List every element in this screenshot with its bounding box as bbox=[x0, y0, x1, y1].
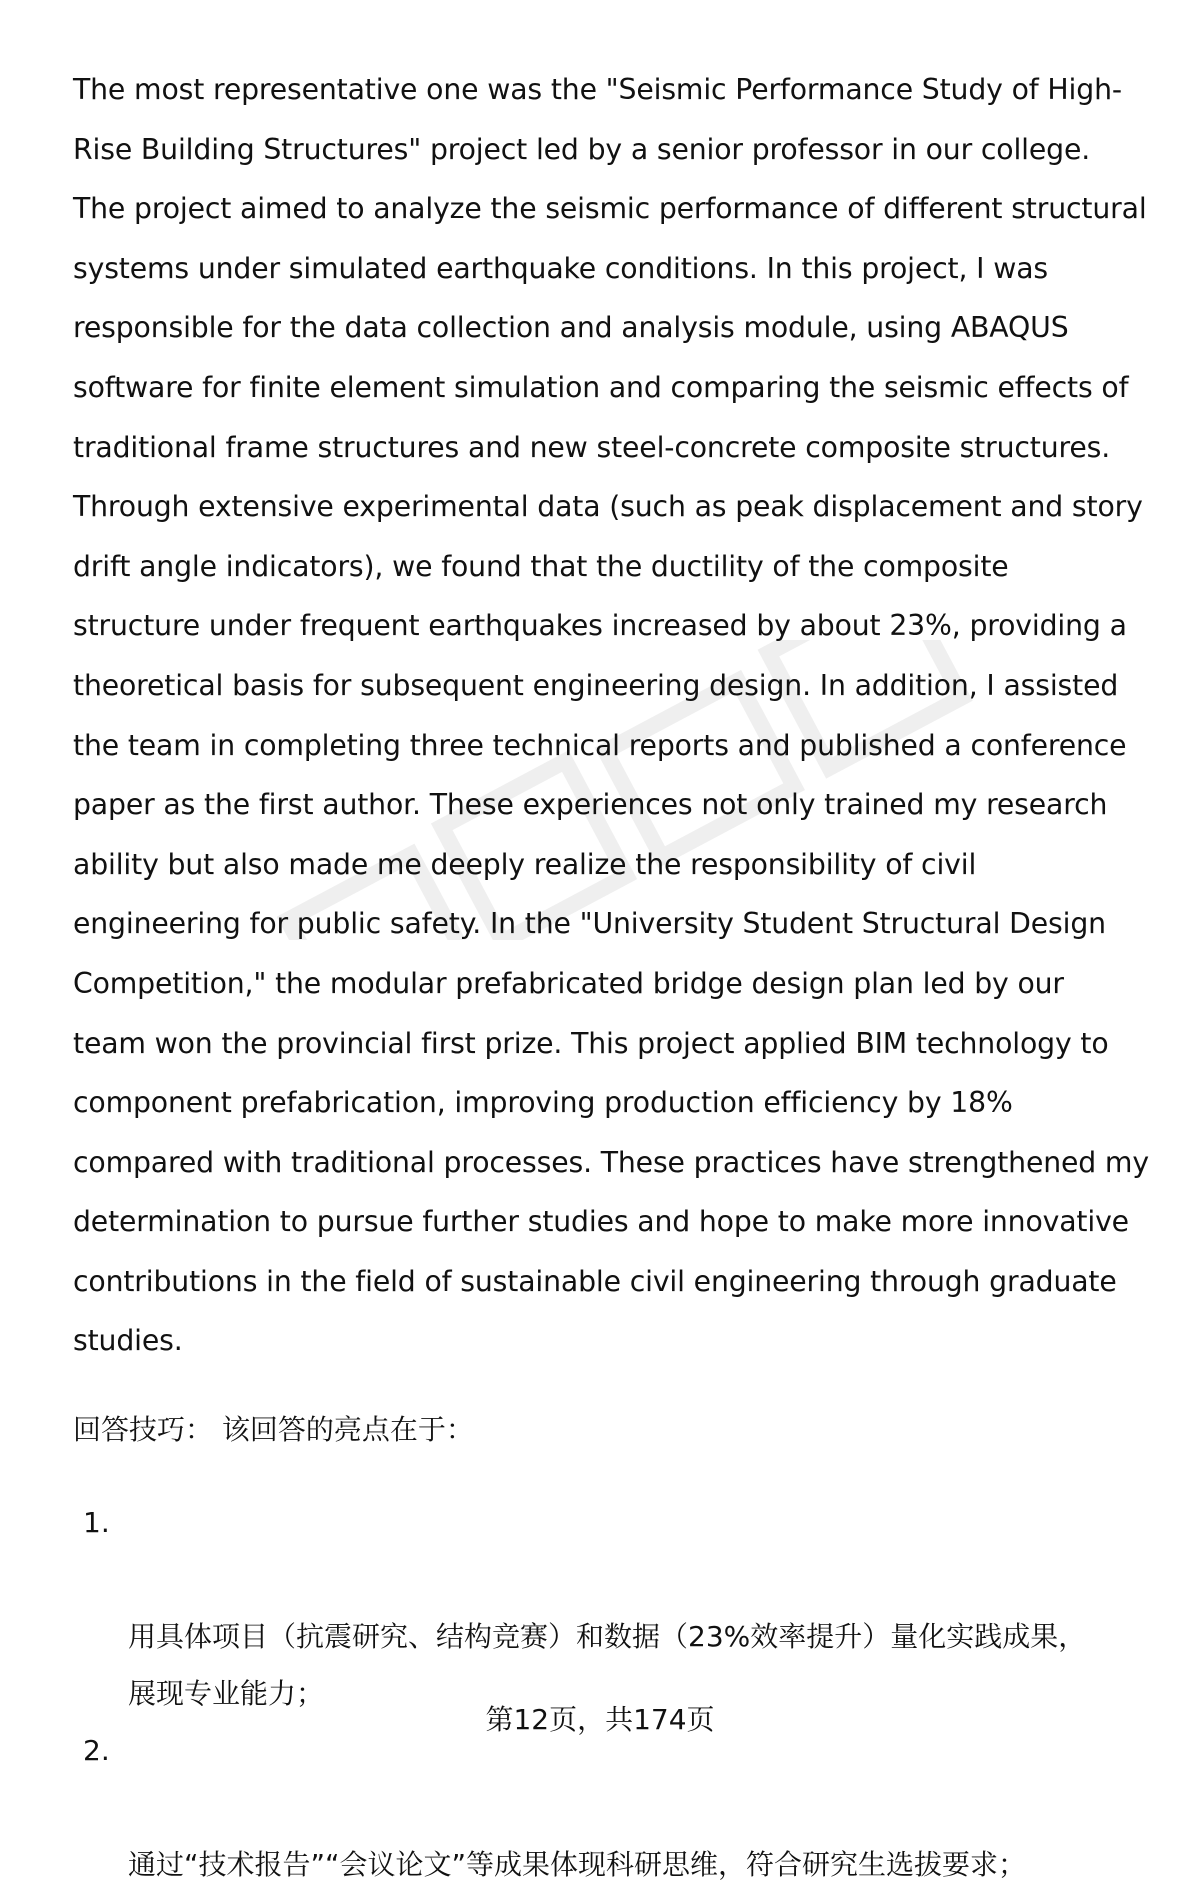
list-item-number: 2. bbox=[83, 1734, 110, 1767]
list-item bbox=[73, 1494, 1163, 1722]
list-item-number: 1. bbox=[83, 1506, 110, 1539]
list-item bbox=[73, 1722, 1163, 1893]
page-number-footer: 第12页，共174页 bbox=[485, 1703, 715, 1736]
tips-heading: 回答技巧： 该回答的亮点在于： bbox=[73, 1413, 474, 1446]
list-item-text: 通过“技术报告”“会议论文”等成果体现科研思维，符合研究生选拔要求； bbox=[128, 1848, 1027, 1881]
tips-list bbox=[73, 1494, 1163, 1893]
list-item-text: 用具体项目（抗震研究、结构竞赛）和数据（23%效率提升）量化实践成果， 展现专业能力； bbox=[128, 1620, 1087, 1710]
body-paragraph: The most representative one was the "Seismic Performance Study of High- Rise Building Structures" project led by a senior professor in our college. The project aimed to analyze the seismic performance of different structural systems under simulated earthquake conditions. In this project, I was responsible for the data collection and analysis module, using ABAQUS software for finite element simulation and comparing the seismic effects of traditional frame structures and new steel-concrete composite structures. Through extensive experimental data (such as peak displacement and story drift angle indicators), we found that the ductility of the composite structure under frequent earthquakes increased by about 23%, providing a theoretical basis for subsequent engineering design. In addition, I assisted the team in completing three technical reports and published a conference paper as the first author. These experiences not only trained my research ability but also made me deeply realize the responsibility of civil engineering for public safety. In the "University Student Structural Design Competition," the modular prefabricated bridge design plan led by our team won the provincial first prize. This project applied BIM technology to component prefabrication, improving production efficiency by 18% compared with traditional processes. These practices have strengthened my determination to pursue further studies and hope to make more innovative contributions in the field of sustainable civil engineering through graduate studies. bbox=[73, 73, 1149, 1358]
